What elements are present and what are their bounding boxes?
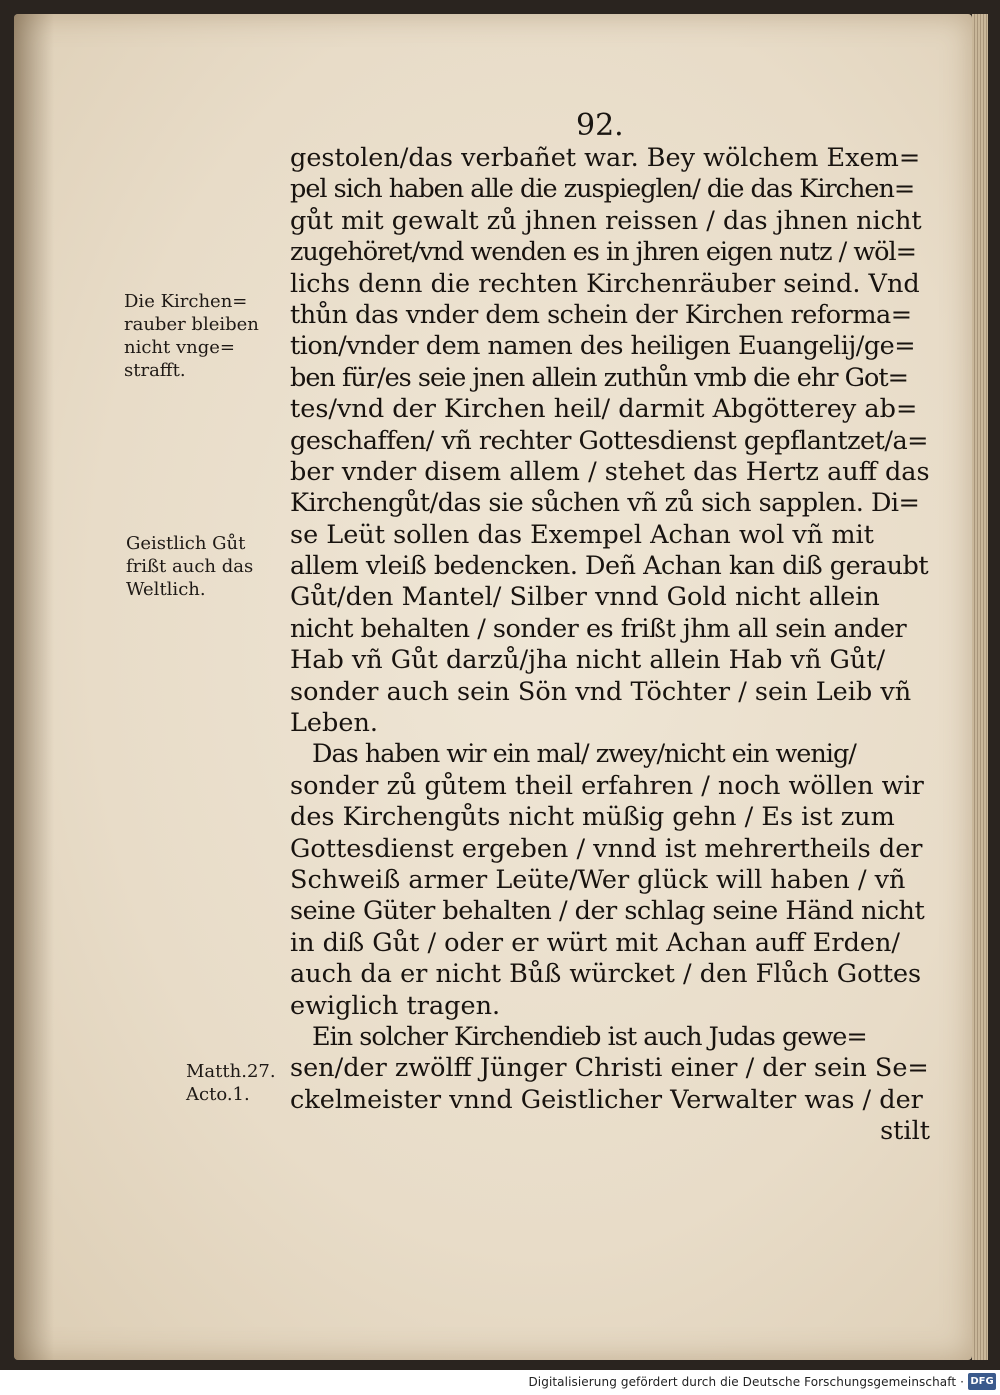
text-line: in diß Gůt / oder er würt mit Achan auff Erden/ [290, 927, 901, 958]
gloss-line: nicht vnge= [124, 337, 235, 358]
gloss-line: strafft. [124, 360, 186, 381]
margin-gloss-2 [126, 532, 253, 601]
text-line: Ein solcher Kirchendieb ist auch Judas gewe= [312, 1021, 867, 1052]
gloss-line: Matth.27. [186, 1061, 276, 1082]
text-line: Hab vñ Gůt darzů/jha nicht allein Hab vñ Gůt/ [290, 645, 886, 676]
text-line: se Leüt sollen das Exempel Achan wol vñ mit [290, 519, 874, 550]
catchword: stilt [880, 1116, 930, 1147]
margin-gloss-1 [124, 290, 259, 382]
body-text [290, 143, 930, 1148]
text-line: nicht behalten / sonder es frißt jhm all sein ander [290, 613, 907, 644]
page-number: 92. [576, 108, 624, 143]
footer-bar [0, 1370, 1000, 1395]
text-line: Schweiß armer Leüte/Wer glück will haben / vñ [290, 864, 906, 895]
text-line: gůt mit gewalt zů jhnen reissen / das jhnen nicht [290, 205, 922, 236]
gloss-line: Weltlich. [126, 579, 206, 600]
text-line: sen/der zwölff Jünger Christi einer / der sein Se= [290, 1053, 929, 1084]
text-line: tion/vnder dem namen des heiligen Euangelij/ge= [290, 331, 916, 362]
text-line: ben für/es seie jnen allein zuthůn vmb die ehr Got= [290, 362, 908, 393]
text-line: seine Güter behalten / der schlag seine Händ nicht [290, 896, 925, 927]
text-line: Gůt/den Mantel/ Silber vnnd Gold nicht allein [290, 582, 880, 613]
margin-gloss-references [186, 1060, 276, 1106]
text-line: ewiglich tragen. [290, 990, 501, 1021]
gloss-line: Acto.1. [186, 1084, 250, 1105]
gloss-line: Die Kirchen= [124, 291, 248, 312]
page-edges [972, 14, 988, 1360]
text-line: ckelmeister vnnd Geistlicher Verwalter was / der [290, 1084, 923, 1115]
gloss-line: Geistlich Gůt [126, 533, 246, 554]
text-line: gestolen/das verbañet war. Bey wölchem Exem= [290, 143, 921, 173]
text-line: ber vnder disem allem / stehet das Hertz auff das [290, 456, 930, 487]
text-line: sonder auch sein Sön vnd Töchter / sein Leib vñ [290, 676, 912, 707]
text-line: geschaffen/ vñ rechter Gottesdienst gepflantzet/a= [290, 425, 929, 456]
text-line: pel sich haben alle die zuspieglen/ die das Kirchen= [290, 174, 915, 205]
text-line: auch da er nicht Bůß würcket / den Flůch Gottes [290, 959, 922, 990]
funding-credit: Digitalisierung gefördert durch die Deutsche Forschungsgemeinschaft · [528, 1375, 964, 1389]
text-line: thůn das vnder dem schein der Kirchen reforma= [290, 299, 912, 330]
text-line: tes/vnd der Kirchen heil/ darmit Abgötterey ab= [290, 394, 918, 425]
text-line: des Kirchengůts nicht müßig gehn / Es ist zum [290, 802, 895, 833]
text-line: allem vleiß bedencken. Deñ Achan kan diß geraubt [290, 551, 929, 582]
gloss-line: frißt auch das [126, 556, 254, 577]
gloss-line: rauber bleiben [124, 314, 259, 335]
page-gutter-shadow [14, 14, 54, 1360]
text-line: lichs denn die rechten Kirchenräuber seind. Vnd [290, 268, 920, 299]
text-line: sonder zů gůtem theil erfahren / noch wöllen wir [290, 770, 924, 801]
text-line: Kirchengůt/das sie sůchen vñ zů sich sapplen. Di= [290, 488, 920, 519]
text-line: zugehöret/vnd wenden es in jhren eigen nutz / wöl= [290, 237, 917, 268]
text-line: Das haben wir ein mal/ zwey/nicht ein wenig/ [312, 739, 856, 770]
text-line: Gottesdienst ergeben / vnnd ist mehrertheils der [290, 833, 923, 864]
text-line: Leben. [290, 708, 378, 739]
dfg-logo-icon[interactable]: DFG [968, 1373, 996, 1390]
